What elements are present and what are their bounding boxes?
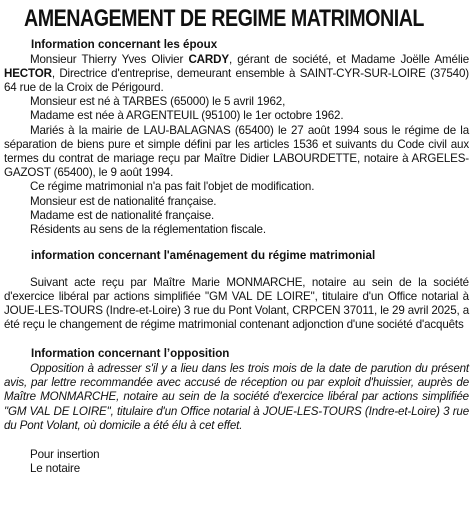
closing-line-insertion: Pour insertion [30,447,100,461]
text-fragment: Monsieur Thierry Yves Olivier [30,52,189,66]
paragraph-birth-husband: Monsieur est né à TARBES (65000) le 5 avril 1962, [30,95,286,109]
heading-epoux: Information concernant les époux [31,38,218,51]
paragraph-nationality-husband: Monsieur est de nationalité française. [30,194,217,208]
surname-wife: HECTOR [4,66,52,80]
heading-amenagement: information concernant l'aménagement du régime matrimonial [31,249,376,263]
paragraph-nationality-wife: Madame est de nationalité française. [30,208,215,222]
legal-notice [0,4,473,517]
section-epoux [4,38,469,237]
spacer [4,237,469,249]
paragraph-amenagement: Suivant acte reçu par Maître Marie MONMARCHE, notaire au sein de la société d'exercice libéral par actions simplifiée "GM VAL DE LOIRE", titulaire d'un Office notarial à JOUE-LES-TOURS (Indre-et-Loire) 3 rue du Pont Volant, CRPCEN 37011, le 29 avril 2025, a été reçu le changement de régime matrimonial contenant adjonction d'une société d'acquêts [4,275,469,332]
section-closing [4,448,469,476]
spacer [4,433,469,448]
heading-opposition: Information concernant l’opposition [31,347,230,361]
paragraph-no-modification: Ce régime matrimonial n'a pas fait l'objet de modification. [30,180,315,194]
paragraph-residence: Résidents au sens de la réglementation fiscale. [30,222,266,236]
paragraph-opposition: Opposition à adresser s'il y a lieu dans les trois mois de la date de parution du présent avis, par lettre recommandée avec accusé de réception ou par exploit d'huissier, auprès de Maître MONMARCHE, notaire au sein de la société d'exercice libéral par actions simplifiée "GM VAL DE LOIRE", titulaire d'un Office notarial à JOUE-LES-TOURS (Indre-et-Loire) 3 rue du Pont Volant, où domicile a été élu à cet effet. [4,361,469,432]
text-fragment: , Directrice d'entreprise, demeurant ensemble à SAINT-CYR-SUR-LOIRE (37540) 64 rue de la Croix de Périgourd. [4,66,469,94]
paragraph-marriage: Mariés à la mairie de LAU-BALAGNAS (65400) le 27 août 1994 sous le régime de la séparation de biens pure et simple défini par les articles 1536 et suivants du Code civil aux termes du contrat de mariage reçu par Maître Didier LABOURDETTE, notaire à ARGELES-GAZOST (65400), le 9 août 1994. [4,123,469,180]
section-opposition [4,347,469,433]
section-amenagement [4,249,469,332]
paragraph-birth-wife: Madame est née à ARGENTEUIL (95100) le 1er octobre 1962. [30,109,344,123]
closing-line-notaire: Le notaire [30,462,81,476]
surname-husband: CARDY [188,52,229,66]
spacer [4,264,469,276]
notice-title: AMENAGEMENT DE REGIME MATRIMONIAL [24,5,424,32]
spacer [4,332,469,347]
text-fragment: , gérant de société, et Madame Joëlle Amélie [228,52,469,66]
paragraph-spouses [4,53,469,96]
